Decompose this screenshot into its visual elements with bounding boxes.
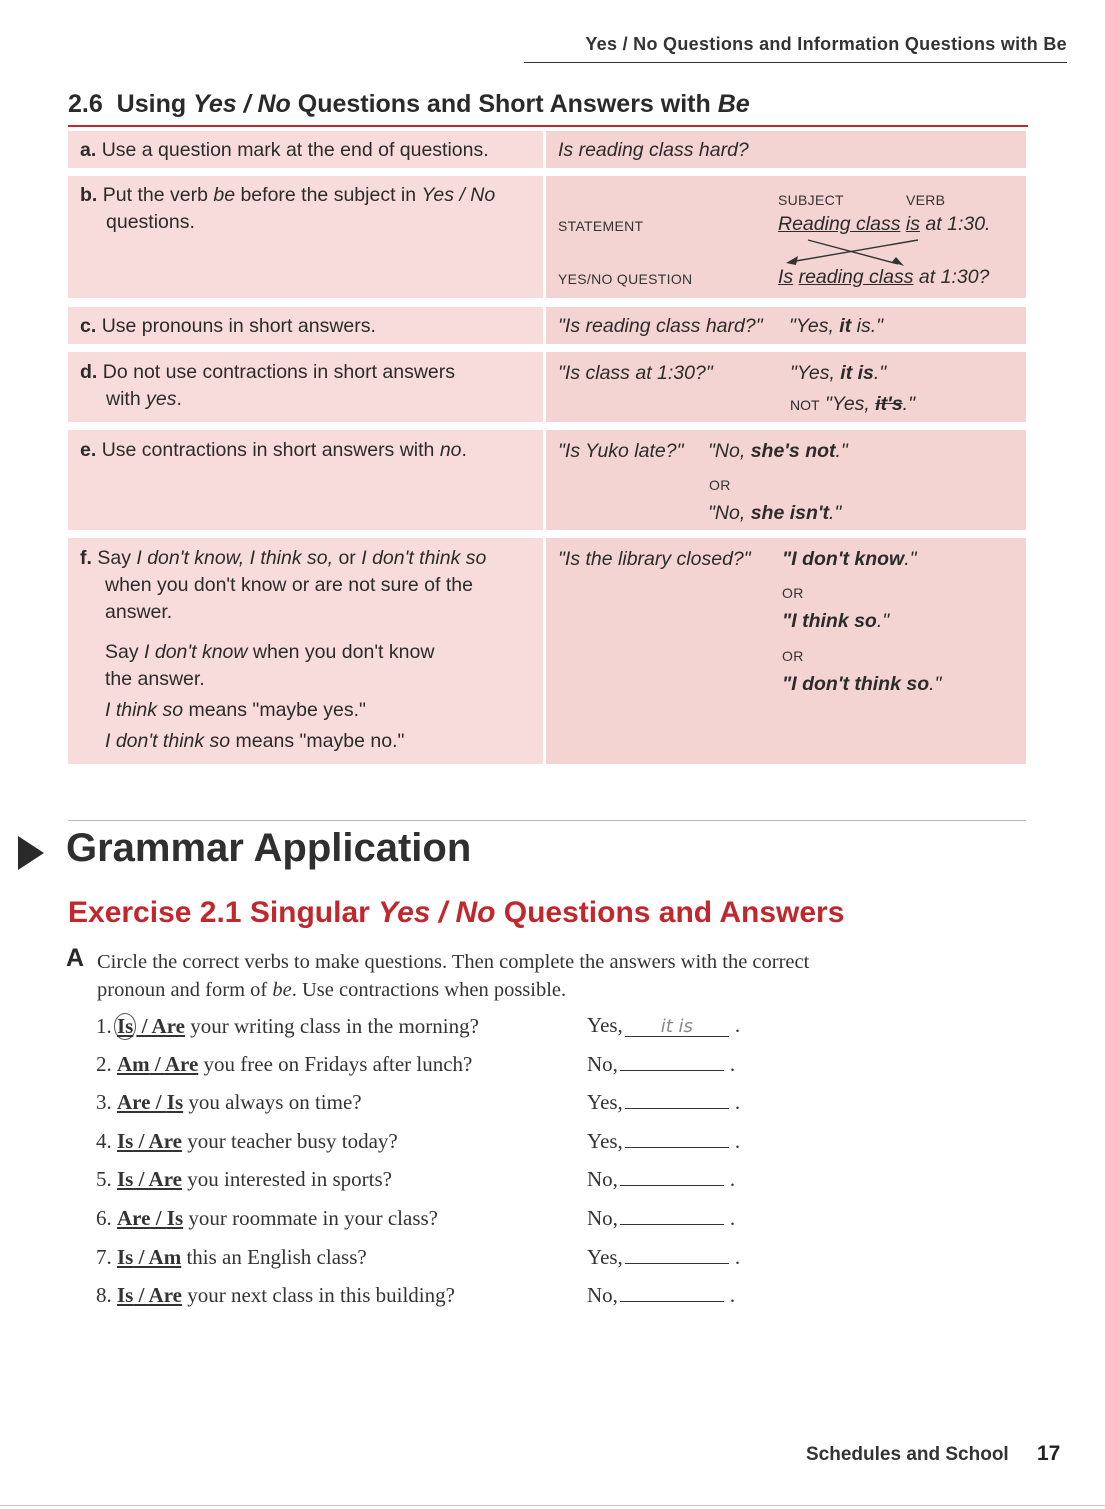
f-l4-post: when you don't know xyxy=(247,641,435,663)
answer-blank[interactable] xyxy=(620,1167,724,1186)
answer-item xyxy=(587,1090,740,1115)
rule-row-d xyxy=(68,352,1026,422)
question-number: 3. xyxy=(96,1090,112,1114)
answer-item xyxy=(587,1129,740,1154)
question-number: 1. xyxy=(96,1014,112,1038)
rule-text xyxy=(80,313,540,340)
question-rest: your roommate in your class? xyxy=(183,1206,438,1230)
answer-blank[interactable] xyxy=(620,1052,724,1071)
yn-label-yes: YES xyxy=(558,271,587,287)
answer-word: No, xyxy=(587,1052,618,1076)
f-line-2: when you don't know or are not sure of the xyxy=(105,574,473,596)
rule-text xyxy=(80,437,540,464)
divider xyxy=(68,820,1026,821)
exercise-title-ital: Yes / No xyxy=(378,896,496,929)
answer-period: . xyxy=(734,1129,741,1153)
question-item xyxy=(96,1129,398,1154)
question-number: 7. xyxy=(96,1245,112,1269)
answer-bold: it xyxy=(839,315,852,337)
answer-item xyxy=(587,1167,735,1192)
rule-desc-dot: . xyxy=(461,439,467,461)
instructions-line-2-post: . Use contractions when possible. xyxy=(291,979,567,1001)
rule-desc: Use a question mark at the end of questions. xyxy=(101,139,489,161)
section-title xyxy=(68,90,750,119)
statement-sentence xyxy=(778,213,990,236)
section-title-ital: Yes / No xyxy=(193,90,291,118)
f-l6-post: means "maybe yes." xyxy=(183,699,366,721)
f-line-5: the answer. xyxy=(105,668,205,690)
rule-letter: a. xyxy=(80,139,97,161)
question-item xyxy=(96,1245,367,1270)
question-rest: you always on time? xyxy=(183,1090,362,1114)
verb-choice-1[interactable]: Is xyxy=(114,1013,136,1040)
question-rest: your writing class in the morning? xyxy=(184,1014,479,1038)
question-item xyxy=(96,1283,455,1308)
not-label: NOT xyxy=(790,397,820,413)
question-rest: this an English class? xyxy=(181,1245,367,1269)
f-line-4 xyxy=(105,639,545,666)
verb-separator: / xyxy=(149,1052,165,1076)
f-line-6 xyxy=(105,697,545,724)
question-item xyxy=(96,1167,392,1192)
rule-desc: Do not use contractions in short answers xyxy=(102,361,456,383)
verb-separator: / xyxy=(150,1090,167,1114)
statement-rest: at 1:30. xyxy=(920,213,991,235)
rule-desc: Use contractions in short answers with xyxy=(101,439,440,461)
instructions-line-1: Circle the correct verbs to make questions. Then complete the answers with the correct xyxy=(97,951,810,973)
verb-choice-2[interactable]: Am xyxy=(148,1245,182,1269)
answer-blank[interactable]: it is xyxy=(625,1018,729,1037)
answer-bold: it is xyxy=(840,362,874,384)
verb-choice-2[interactable]: Are xyxy=(148,1129,182,1153)
exercise-title xyxy=(68,896,844,930)
answer-word: Yes, xyxy=(587,1090,623,1114)
instructions-be: be xyxy=(272,979,292,1001)
verb-choice-2[interactable]: Is xyxy=(166,1206,184,1230)
rule-letter: e. xyxy=(80,439,97,461)
statement-label: STATEMENT xyxy=(558,218,644,234)
verb-separator: / xyxy=(133,1283,149,1307)
verb-choice-1[interactable]: Is xyxy=(117,1167,134,1191)
example-question: "Is reading class hard?" xyxy=(558,315,763,337)
f-line-7 xyxy=(105,728,545,755)
question-rest: you free on Fridays after lunch? xyxy=(198,1052,473,1076)
rule-desc-with: with xyxy=(106,388,147,410)
rule-text xyxy=(80,359,540,413)
rule-desc-be: be xyxy=(213,184,236,206)
yn-label-noq: NO QUESTION xyxy=(591,271,693,287)
verb-choice-1[interactable]: Am xyxy=(117,1052,150,1076)
example-answer-1 xyxy=(782,548,917,571)
answer-period: . xyxy=(729,1283,736,1307)
example-answer-2 xyxy=(708,502,841,525)
rule-desc: Put the verb xyxy=(102,184,214,206)
rule-letter: c. xyxy=(80,315,97,337)
answer-period: . xyxy=(734,1013,741,1037)
section-title-be: Be xyxy=(717,90,750,118)
answer-end: ." xyxy=(876,610,890,632)
verb-choice-2[interactable]: Are xyxy=(148,1167,182,1191)
f-l7-post: means "maybe no." xyxy=(230,730,405,752)
rule-desc-post: questions. xyxy=(106,211,195,233)
statement-verb: is xyxy=(905,213,920,235)
answer-period: . xyxy=(729,1206,736,1230)
play-arrow-icon xyxy=(18,836,44,870)
grammar-application-heading: Grammar Application xyxy=(66,826,472,870)
answer-end: ." xyxy=(929,673,942,695)
verb-separator: / xyxy=(133,1245,149,1269)
answer-blank[interactable] xyxy=(625,1129,729,1148)
answer-post: ." xyxy=(873,362,887,384)
exercise-title-pre: Exercise 2.1 Singular xyxy=(68,896,379,929)
verb-choice-2[interactable]: Is xyxy=(166,1090,184,1114)
verb-separator: / xyxy=(150,1206,167,1230)
subject-label: SUBJECT xyxy=(778,192,844,208)
or-label: OR xyxy=(782,585,804,601)
f-l4-i: I don't know xyxy=(144,641,248,663)
question-number: 6. xyxy=(96,1206,112,1230)
answer-pre: "No, xyxy=(708,440,751,462)
f-l4-pre: Say xyxy=(105,641,145,663)
verb-choice-1[interactable]: Are xyxy=(117,1090,151,1114)
question-number: 4. xyxy=(96,1129,112,1153)
example-answer-1 xyxy=(708,440,848,463)
verb-choice-1[interactable]: Is xyxy=(117,1129,134,1153)
example-text: Is reading class hard? xyxy=(558,139,749,161)
example-not-answer xyxy=(790,393,915,416)
answer-period: . xyxy=(729,1052,736,1076)
rule-desc-no: no xyxy=(439,439,462,461)
verb-choice-2[interactable]: Are xyxy=(151,1014,185,1038)
answer-bold: "I don't know xyxy=(782,548,905,570)
instructions xyxy=(97,948,977,1004)
answer-pre: "Yes, xyxy=(789,315,840,337)
rule-desc-dot: . xyxy=(176,388,182,410)
example-question: "Is the library closed?" xyxy=(558,548,751,570)
example-answer-3 xyxy=(782,673,941,696)
answer-blank[interactable] xyxy=(620,1206,724,1225)
f-line-3: answer. xyxy=(105,601,173,623)
yn-label-slash: / xyxy=(586,271,592,287)
verb-choice-1[interactable]: Are xyxy=(117,1206,151,1230)
section-title-mid: Questions and Short Answers with xyxy=(290,90,718,118)
answer-period: . xyxy=(734,1090,741,1114)
answer-word: Yes, xyxy=(587,1013,623,1037)
verb-choice-1[interactable]: Is xyxy=(117,1245,134,1269)
question-item xyxy=(96,1206,438,1231)
answer-word: No, xyxy=(587,1283,618,1307)
rule-text xyxy=(80,137,540,164)
verb-separator: / xyxy=(133,1129,149,1153)
question-item xyxy=(96,1090,362,1115)
f-l1-pre: Say xyxy=(97,547,137,569)
question-item xyxy=(96,1013,479,1040)
question-number: 8. xyxy=(96,1283,112,1307)
question-rest: at 1:30? xyxy=(913,266,990,288)
or-label: OR xyxy=(709,477,731,493)
rule-row-f xyxy=(68,538,1026,764)
answer-blank[interactable] xyxy=(625,1090,729,1109)
verb-separator: / xyxy=(133,1167,149,1191)
part-letter: A xyxy=(66,944,85,972)
f-l1-i1: I don't know, I think so, xyxy=(136,547,334,569)
answer-bold: she isn't xyxy=(750,502,830,524)
question-number: 2. xyxy=(96,1052,112,1076)
example-answer xyxy=(790,362,886,385)
rule-desc-mid: before the subject in xyxy=(235,184,422,206)
answer-item xyxy=(587,1052,735,1077)
answer-period: . xyxy=(734,1245,741,1269)
page-edge xyxy=(0,1505,1105,1506)
page-number: 17 xyxy=(1037,1442,1061,1465)
verb-separator: / xyxy=(136,1014,152,1038)
answer-item xyxy=(587,1013,740,1038)
answer-blank[interactable] xyxy=(625,1245,729,1264)
rule-row-c xyxy=(68,307,1026,344)
running-header: Yes / No Questions and Information Questions with Be xyxy=(585,34,1067,54)
question-item xyxy=(96,1052,472,1077)
answer-bold: "I think so xyxy=(782,610,877,632)
answer-blank[interactable] xyxy=(620,1283,724,1302)
exercise-title-post: Questions and Answers xyxy=(495,896,845,929)
answer-word: No, xyxy=(587,1167,618,1191)
question-sentence xyxy=(778,266,989,289)
example-question: "Is class at 1:30?" xyxy=(558,362,713,384)
question-rest: your next class in this building? xyxy=(181,1283,455,1307)
statement-subject: Reading class xyxy=(778,213,901,235)
verb-choice-1[interactable]: Is xyxy=(117,1283,134,1307)
rule-letter: f. xyxy=(80,547,92,569)
answer-post: is." xyxy=(851,315,884,337)
not-strike: it's xyxy=(875,393,903,415)
question-rest: you interested in sports? xyxy=(181,1167,392,1191)
answer-item xyxy=(587,1206,735,1231)
f-l6-i: I think so xyxy=(105,699,184,721)
or-label: OR xyxy=(782,648,804,664)
swap-arrows-icon xyxy=(768,236,928,268)
section-title-pre: Using xyxy=(116,90,194,118)
not-pre: "Yes, xyxy=(819,393,876,415)
rule-row-e xyxy=(68,430,1026,530)
rule-row-a xyxy=(68,131,1026,168)
not-post: ." xyxy=(902,393,916,415)
question-subject: reading class xyxy=(798,266,914,288)
question-number: 5. xyxy=(96,1167,112,1191)
question-verb: Is xyxy=(778,266,794,288)
verb-choice-2[interactable]: Are xyxy=(148,1283,182,1307)
f-l1-i2: I don't think so xyxy=(361,547,487,569)
answer-post: ." xyxy=(835,440,848,462)
verb-choice-2[interactable]: Are xyxy=(164,1052,199,1076)
answer-item xyxy=(587,1245,740,1270)
example-question: "Is Yuko late?" xyxy=(558,440,684,462)
example-answer xyxy=(789,315,883,338)
f-l1-or: or xyxy=(333,547,362,569)
section-rule xyxy=(68,125,1028,127)
rule-desc-yes: yes xyxy=(146,388,177,410)
answer-post: ." xyxy=(829,502,842,524)
answer-item xyxy=(587,1283,735,1308)
question-rest: your teacher busy today? xyxy=(181,1129,398,1153)
rule-letter: b. xyxy=(80,184,98,206)
answer-bold: she's not xyxy=(750,440,836,462)
answer-pre: "No, xyxy=(708,502,751,524)
yn-question-label xyxy=(558,271,692,287)
instructions-line-2-pre: pronoun and form of xyxy=(97,979,273,1001)
section-number: 2.6 xyxy=(68,90,103,118)
answer-bold: "I don't think so xyxy=(782,673,930,695)
answer-end: ." xyxy=(904,548,917,570)
verb-label: VERB xyxy=(906,192,946,208)
answer-word: Yes, xyxy=(587,1129,623,1153)
answer-word: No, xyxy=(587,1206,618,1230)
rule-desc: Use pronouns in short answers. xyxy=(101,315,376,337)
rule-letter: d. xyxy=(80,361,98,383)
f-l7-i: I don't think so xyxy=(105,730,231,752)
rule-row-b xyxy=(68,176,1026,298)
rule-text xyxy=(80,182,540,236)
example-answer-2 xyxy=(782,610,889,633)
answer-pre: "Yes, xyxy=(790,362,841,384)
answer-period: . xyxy=(729,1167,736,1191)
footer-unit-title: Schedules and School xyxy=(806,1444,1009,1465)
header-rule xyxy=(524,62,1067,63)
rule-desc-yn: Yes / No xyxy=(421,184,496,206)
answer-word: Yes, xyxy=(587,1245,623,1269)
rule-text xyxy=(80,545,542,572)
